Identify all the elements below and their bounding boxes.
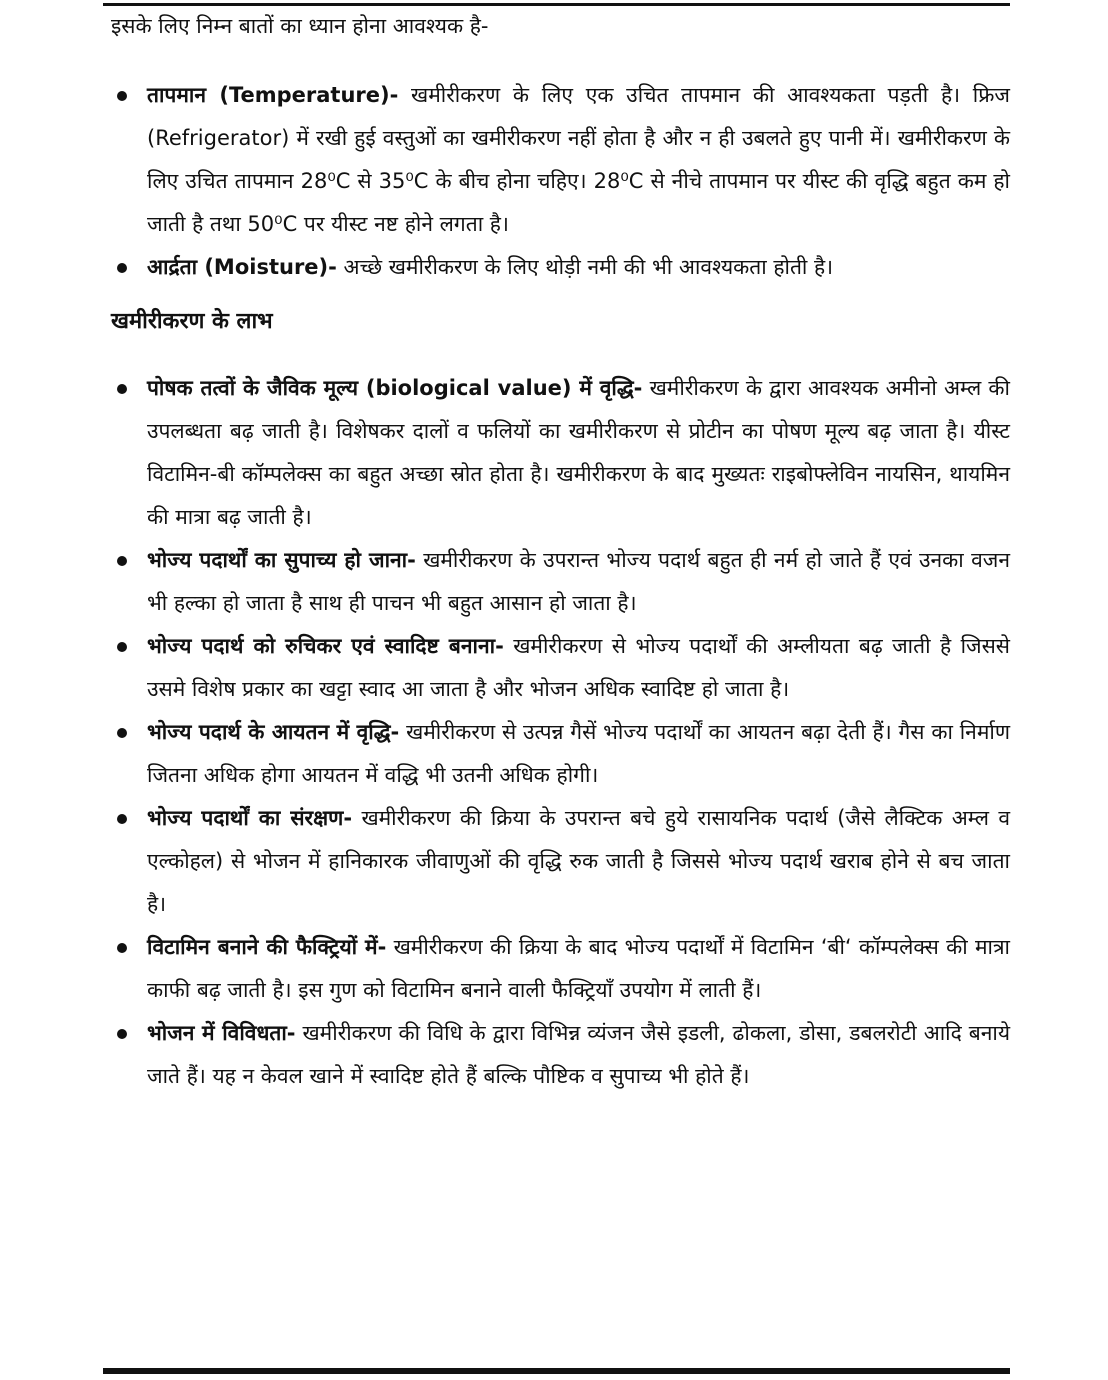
item-term: भोज्य पदार्थों का सुपाच्य हो जाना- bbox=[147, 548, 416, 572]
item-term: भोज्य पदार्थ के आयतन में वृद्धि- bbox=[147, 720, 400, 744]
bottom-rule bbox=[103, 1368, 1010, 1374]
list-item bbox=[103, 625, 1010, 711]
conditions-list bbox=[103, 74, 1010, 289]
item-text: खमीरीकरण की क्रिया के उपरान्त बचे हुये रासायनिक पदार्थ (जैसे लैक्टिक अम्ल व एल्कोहल) से भोजन में हानिकारक जीवाणुओं की वृद्धि रुक जाती है जिससे भोज्य पदार्थ खराब होने से बच जाता है। bbox=[147, 806, 1011, 916]
item-term: भोजन में विविधता- bbox=[147, 1021, 296, 1045]
bullet-icon bbox=[117, 728, 127, 738]
list-item bbox=[103, 797, 1010, 926]
item-term: तापमान (Temperature)- bbox=[147, 83, 399, 107]
bullet-icon bbox=[117, 556, 127, 566]
benefits-list bbox=[103, 367, 1010, 1098]
item-text: खमीरीकरण के उपरान्त भोज्य पदार्थ बहुत ही नर्म हो जाते हैं एवं उनका वजन भी हल्का हो जाता है साथ ही पाचन भी बहुत आसान हो जाता है। bbox=[147, 548, 1010, 615]
bullet-icon bbox=[117, 91, 127, 101]
list-item bbox=[103, 1012, 1010, 1098]
item-term: भोज्य पदार्थ को रुचिकर एवं स्वादिष्ट बनाना- bbox=[147, 634, 504, 658]
list-item bbox=[103, 367, 1010, 539]
benefits-heading: खमीरीकरण के लाभ bbox=[111, 309, 273, 334]
item-term: पोषक तत्वों के जैविक मूल्य (biological value) में वृद्धि- bbox=[147, 376, 643, 400]
item-text: खमीरीकरण की विधि के द्वारा विभिन्न व्यंजन जैसे इडली, ढोकला, डोसा, डबलरोटी आदि बनाये जाते हैं। यह न केवल खाने में स्वादिष्ट होते हैं बल्कि पौष्टिक व सुपाच्य भी होते हैं। bbox=[147, 1021, 1010, 1088]
list-item bbox=[103, 926, 1010, 1012]
item-term: विटामिन बनाने की फैक्ट्रियों में- bbox=[147, 935, 387, 959]
top-rule bbox=[103, 3, 1010, 6]
item-text: खमीरीकरण के लिए एक उचित तापमान की आवश्यकता पड़ती है। फ्रिज (Refrigerator) में रखी हुई वस्तुओं का खमीरीकरण नहीं होता है और न ही उबलते हुए पानी में। खमीरीकरण के लिए उचित तापमान 28⁰C से 35⁰C के बीच होना चहिए। 28⁰C से नीचे तापमान पर यीस्ट की वृद्धि बहुत कम हो जाती है तथा 50⁰C पर यीस्ट नष्ट होने लगता है। bbox=[147, 83, 1010, 236]
bullet-icon bbox=[117, 814, 127, 824]
intro-line: इसके लिए निम्न बातों का ध्यान होना आवश्यक है- bbox=[111, 14, 489, 38]
list-item bbox=[103, 246, 1010, 289]
list-item bbox=[103, 74, 1010, 246]
bullet-icon bbox=[117, 642, 127, 652]
page-content bbox=[103, 12, 1010, 1098]
item-term: भोज्य पदार्थों का संरक्षण- bbox=[147, 806, 353, 830]
item-text: अच्छे खमीरीकरण के लिए थोड़ी नमी की भी आवश्यकता होती है। bbox=[336, 255, 834, 279]
bullet-icon bbox=[117, 943, 127, 953]
item-text: खमीरीकरण की क्रिया के बाद भोज्य पदार्थों में विटामिन ‘बी‘ कॉम्पलेक्स की मात्रा काफी बढ़ जाती है। इस गुण को विटामिन बनाने वाली फैक्ट्रियाँ उपयोग में लाती हैं। bbox=[147, 935, 1010, 1002]
list-item bbox=[103, 711, 1010, 797]
item-text: खमीरीकरण से भोज्य पदार्थों की अम्लीयता बढ़ जाती है जिससे उसमे विशेष प्रकार का खट्टा स्वाद आ जाता है और भोजन अधिक स्वादिष्ट हो जाता है। bbox=[147, 634, 1010, 701]
item-term: आर्द्रता (Moisture)- bbox=[147, 255, 337, 279]
bullet-icon bbox=[117, 1029, 127, 1039]
item-text: खमीरीकरण से उत्पन्न गैसें भोज्य पदार्थों का आयतन बढ़ा देती हैं। गैस का निर्माण जितना अधिक होगा आयतन में वद्धि भी उतनी अधिक होगी। bbox=[147, 720, 1011, 787]
bullet-icon bbox=[117, 384, 127, 394]
list-item bbox=[103, 539, 1010, 625]
item-text: खमीरीकरण के द्वारा आवश्यक अमीनो अम्ल की उपलब्धता बढ़ जाती है। विशेषकर दालों व फलियों का खमीरीकरण से प्रोटीन का पोषण मूल्य बढ़ जाता है। यीस्ट विटामिन-बी कॉम्पलेक्स का बहुत अच्छा स्रोत होता है। खमीरीकरण के बाद मुख्यतः राइबोफ्लेविन नायसिन, थायमिन की मात्रा बढ़ जाती है। bbox=[147, 376, 1010, 529]
bullet-icon bbox=[117, 263, 127, 273]
